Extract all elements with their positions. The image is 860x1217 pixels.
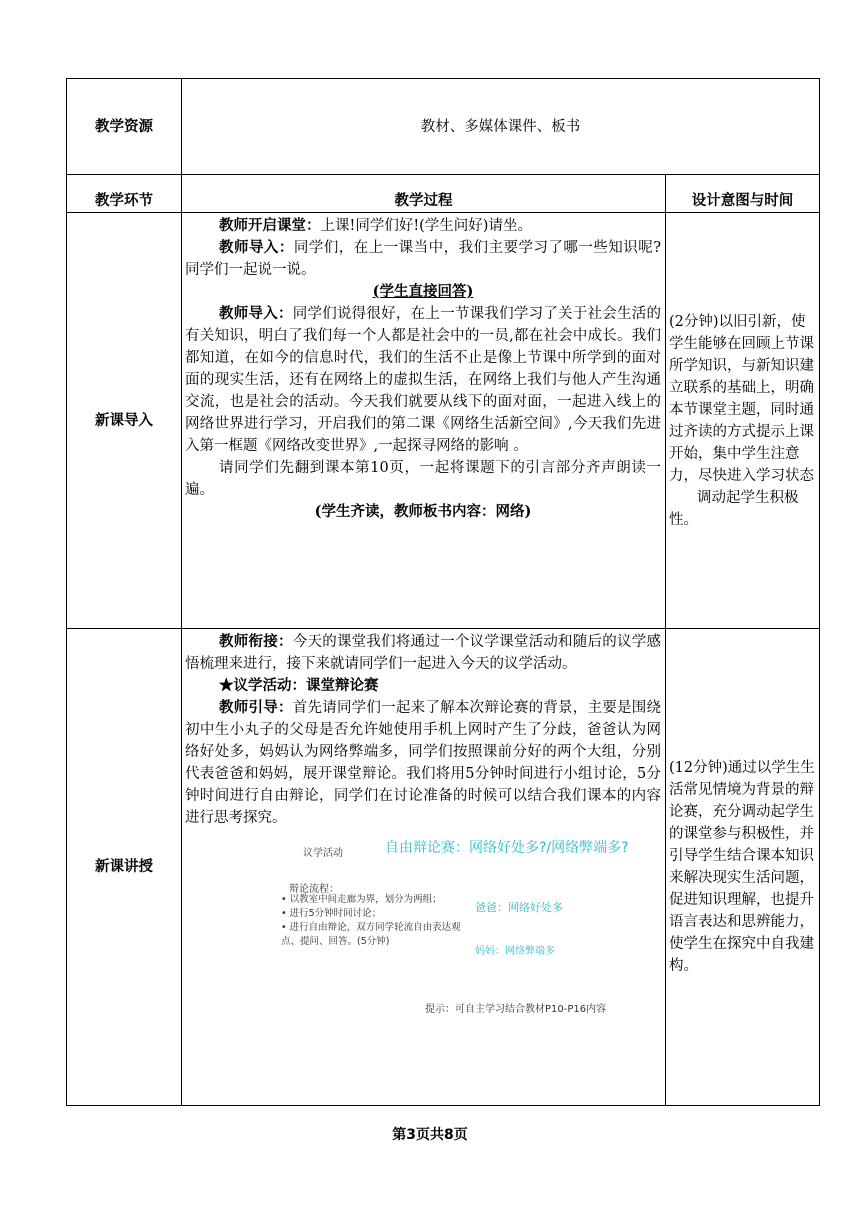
- intent-text: (2分钟)以旧引新，使学生能够在回顾上节课所学知识，与新知识建立联系的基础上，明确本节课堂主题，同时通过齐读的方式提示上课开始，集中学生注意力，尽快进入学习状态: [669, 313, 814, 484]
- intro-label: 新课导入: [67, 213, 182, 629]
- intro-paragraph: [185, 237, 661, 281]
- paragraph-text: 同学们说得很好，在上一节课我们学习了关于社会生活的有关知识，明白了我们每一个人都是社会中的一员,都在社会中成长。我们都知道，在如今的信息时代，我们的生活不止是像上节课中所学到的面对面的现实生活，还有在网络上的虚拟生活，在网络上我们与他人产生沟通交流，也是社会的活动。今天我们就要从线下的面对面，一起进入线上的网络世界进行学习，开启我们的第二课《网络生活新空间》,今天我们先进入第一框题《网络改变世界》,一起探寻网络的影响 。: [185, 306, 662, 454]
- intro-paragraph: [185, 215, 661, 237]
- slide-tip: 提示：可自主学习结合教材P10-P16内容: [425, 1004, 607, 1015]
- activity-title: ★议学活动：课堂辩论赛: [219, 677, 379, 694]
- resource-label: 教学资源: [67, 79, 182, 175]
- header-row: [67, 175, 820, 213]
- slide-tag: 议学活动: [303, 848, 343, 859]
- header-stage: 教学环节: [67, 175, 182, 213]
- paragraph-text: 同学们，在上一课当中，我们主要学习了哪一些知识呢?同学们一起说一说。: [185, 240, 662, 278]
- slide-title: 自由辩论赛：网络好处多?/网络弊端多?: [385, 840, 629, 856]
- lecture-paragraph: [185, 631, 661, 675]
- activity-heading: [185, 675, 661, 697]
- lecture-paragraph: [185, 697, 661, 829]
- slide-mom-side: 妈妈：网络弊端多: [475, 946, 555, 957]
- lead-text: 教师衔接：: [219, 633, 293, 650]
- lead-text: 教师导入：: [219, 305, 293, 322]
- slide-step: • 进行5分钟时间讨论；: [281, 907, 461, 921]
- intro-intent: [666, 213, 820, 629]
- slide-steps: [281, 893, 461, 949]
- intent-text: 调动起学生积极性。: [669, 489, 799, 528]
- paragraph-text: 上课!同学们好!(学生问好)请坐。: [320, 218, 532, 234]
- page-number: 第3页共8页: [392, 1127, 468, 1143]
- header-process: 教学过程: [182, 175, 666, 213]
- intro-paragraph: [185, 303, 661, 457]
- header-intent: 设计意图与时间: [666, 175, 820, 213]
- paragraph-text: 首先请同学们一起来了解本次辩论赛的背景，主要是围绕初中生小丸子的父母是否允许她使用手机上网时产生了分歧，爸爸认为网络好处多，妈妈认为网络弊端多，同学们按照课前分好的两个大组，分别代表爸爸和妈妈，展开课堂辩论。我们将用5分钟时间进行小组讨论，5分钟时间进行自由辩论，同学们在讨论准备的时候可以结合我们课本的内容进行思考探究。: [185, 700, 662, 826]
- lecture-intent: [666, 629, 820, 1106]
- board-note: (学生齐读，教师板书内容：网络): [314, 503, 532, 520]
- slide-flow-heading: 辩论流程：: [289, 884, 339, 895]
- lecture-process: [182, 629, 666, 1106]
- debate-slide-image: [185, 829, 661, 1024]
- lecture-row: [67, 629, 820, 1106]
- lead-text: 教师引导：: [219, 699, 293, 716]
- intro-row: [67, 213, 820, 629]
- resource-value: 教材、多媒体课件、板书: [182, 79, 820, 175]
- resource-row: [67, 79, 820, 175]
- intro-process: [182, 213, 666, 629]
- lecture-label: 新课讲授: [67, 629, 182, 1106]
- lesson-plan-table: [66, 78, 820, 1106]
- paragraph-text: 今天的课堂我们将通过一个议学课堂活动和随后的议学感悟梳理来进行，接下来就请同学们一起进入今天的议学活动。: [185, 634, 662, 672]
- slide-dad-side: 爸爸：网络好处多: [475, 901, 563, 914]
- student-answer-note: (学生直接回答): [372, 283, 474, 300]
- slide-step: • 进行自由辩论，双方同学轮流自由表达观点、提问、回答。(5分钟): [281, 921, 461, 949]
- slide-step: • 以教室中间走廊为界，划分为两组；: [281, 893, 461, 907]
- lead-text: 教师导入：: [219, 239, 294, 256]
- intro-paragraph: 请同学们先翻到课本第10页，一起将课题下的引言部分齐声朗读一遍。: [185, 460, 661, 498]
- lead-text: 教师开启课堂：: [219, 217, 321, 234]
- intent-text: (12分钟)通过以学生生活常见情境为背景的辩论赛，充分调动起学生的课堂参与积极性，并引导学生结合课本知识来解决现实生活问题，促进知识理解，也提升语言表达和思辨能力，使学生在探究中自我建构。: [669, 760, 815, 974]
